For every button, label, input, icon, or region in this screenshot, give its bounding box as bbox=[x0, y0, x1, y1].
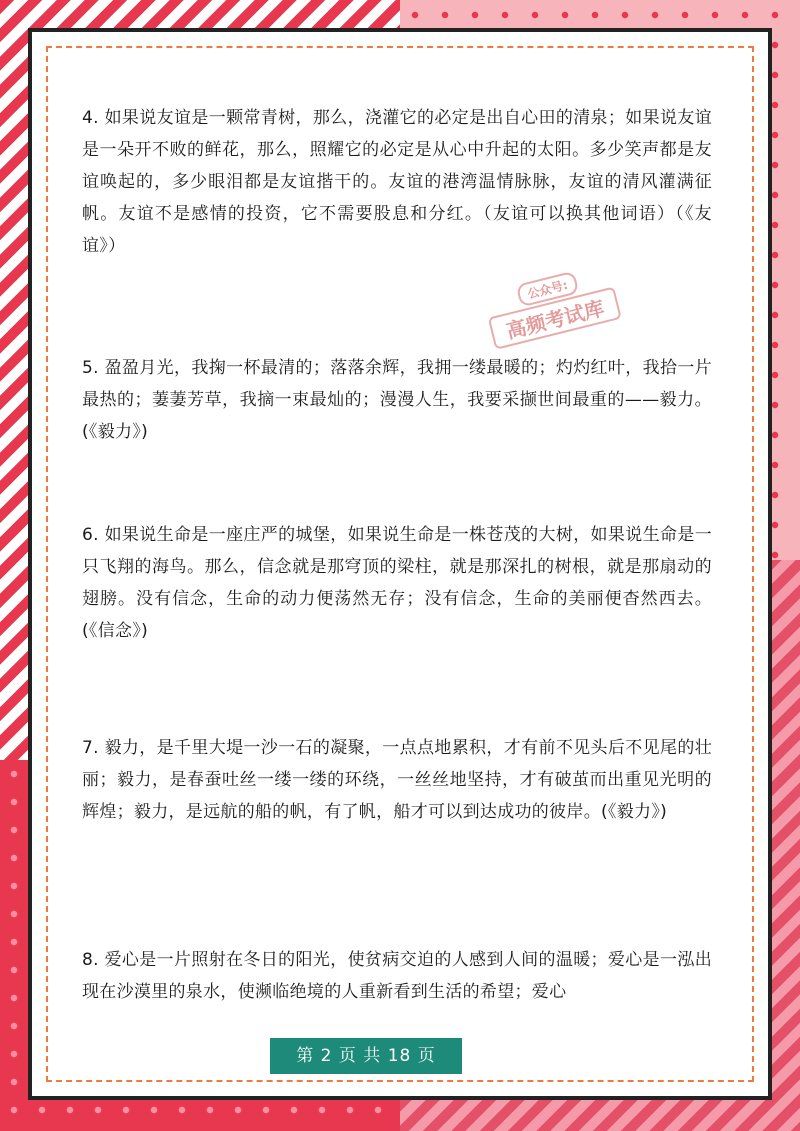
watermark-main-text: 高频考试库 bbox=[488, 286, 622, 349]
paragraph-6: 6. 如果说生命是一座庄严的城堡，如果说生命是一株苍茂的大树，如果说生命是一只飞翔的海鸟。那么，信念就是那穹顶的梁柱，就是那深扎的树根，就是那扇动的翅膀。没有信念，生命的动力便荡然无存；没有信念，生命的美丽便杳然西去。(《信念》) bbox=[82, 525, 712, 641]
watermark-top-text: 公众号: bbox=[515, 271, 580, 308]
paragraph-4: 4. 如果说友谊是一颗常青树，那么，浇灌它的必定是出自心田的清泉；如果说友谊是一朵开不败的鲜花，那么，照耀它的必定是从心中升起的太阳。多少笑声都是友谊唤起的，多少眼泪都是友谊揩干的。友谊的港湾温情脉脉，友谊的清风灌满征帆。友谊不是感情的投资，它不需要股息和分红。（友谊可以换其他词语）（《友谊》） bbox=[82, 108, 712, 256]
page-number-label: 第 2 页 共 18 页 bbox=[270, 1038, 462, 1074]
paragraph-5: 5. 盈盈月光，我掬一杯最清的；落落余辉，我拥一缕最暖的；灼灼红叶，我拾一片最热的；萋萋芳草，我摘一束最灿的；漫漫人生，我要采撷世间最重的——毅力。(《毅力》) bbox=[82, 358, 712, 442]
paragraph-7: 7. 毅力，是千里大堤一沙一石的凝聚，一点点地累积，才有前不见头后不见尾的壮丽；毅力，是春蚕吐丝一缕一缕的环绕，一丝丝地坚持，才有破茧而出重见光明的辉煌；毅力，是远航的船的帆，有了帆，船才可以到达成功的彼岸。(《毅力》) bbox=[82, 738, 712, 822]
document-card bbox=[28, 28, 772, 1100]
paragraph-8: 8. 爱心是一片照射在冬日的阳光，使贫病交迫的人感到人间的温暖；爱心是一泓出现在沙漠里的泉水，使濒临绝境的人重新看到生活的希望；爱心 bbox=[82, 950, 712, 1002]
